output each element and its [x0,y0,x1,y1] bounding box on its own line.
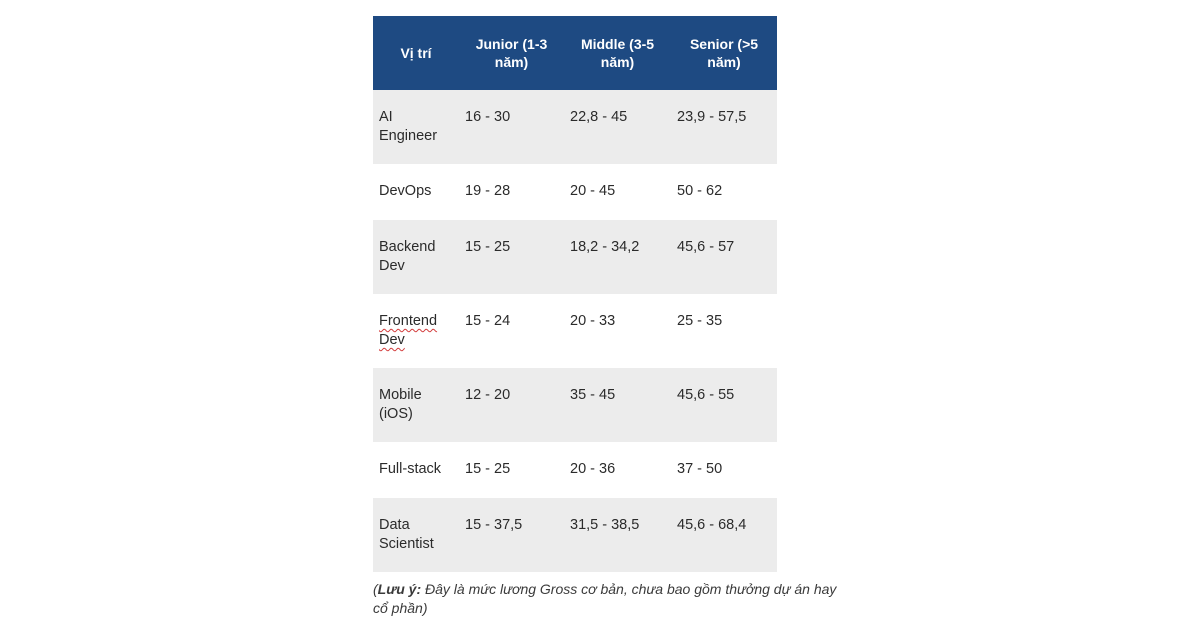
cell-junior: 16 - 30 [465,109,511,125]
cell-position: Full-stack [379,461,442,477]
cell-senior: 45,6 - 68,4 [677,517,747,533]
cell-middle: 20 - 36 [570,461,616,477]
cell-position: Data Scientist [379,517,434,552]
table-row [373,164,777,220]
cell-middle: 20 - 45 [570,183,616,199]
cell-middle: 31,5 - 38,5 [570,517,640,533]
cell-position: Backend Dev [379,239,436,274]
cell-position [373,294,459,368]
cell-junior: 15 - 25 [465,239,511,255]
cell-position: DevOps [379,183,432,199]
cell-junior: 19 - 28 [465,183,511,199]
table-row [373,90,777,164]
table-row [373,294,777,368]
cell-senior: 25 - 35 [677,313,723,329]
salary-table [373,16,777,572]
cell-senior: 45,6 - 57 [677,239,735,255]
cell-position: AI Engineer [379,109,438,144]
footnote [373,580,853,618]
header-middle: Middle (3-5 năm) [580,36,655,70]
cell-middle: 20 - 33 [570,313,616,329]
header-senior: Senior (>5 năm) [689,36,759,70]
header-junior: Junior (1-3 năm) [475,36,548,70]
header-position: Vị trí [400,45,432,61]
header-row [373,16,777,90]
table-row [373,442,777,498]
cell-middle: 18,2 - 34,2 [570,239,640,255]
cell-junior: 15 - 24 [465,313,511,329]
cell-junior: 15 - 37,5 [465,517,523,533]
cell-position-text: Frontend Dev [379,313,438,348]
cell-junior: 15 - 25 [465,461,511,477]
table-body [373,90,777,572]
cell-senior: 45,6 - 55 [677,387,735,403]
cell-senior: 50 - 62 [677,183,723,199]
cell-position: Mobile (iOS) [379,387,422,422]
cell-senior: 37 - 50 [677,461,723,477]
cell-senior: 23,9 - 57,5 [677,109,747,125]
cell-middle: 35 - 45 [570,387,616,403]
footnote-open-paren: ( [373,581,378,597]
table-row [373,368,777,442]
cell-junior: 12 - 20 [465,387,511,403]
table-row [373,220,777,294]
footnote-label: Lưu ý: [377,581,422,597]
table-header [373,16,777,90]
cell-middle: 22,8 - 45 [570,109,628,125]
footnote-text: Đây là mức lương Gross cơ bản, chưa bao gồm thưởng dự án hay cổ phần) [373,581,837,616]
table-row [373,498,777,572]
